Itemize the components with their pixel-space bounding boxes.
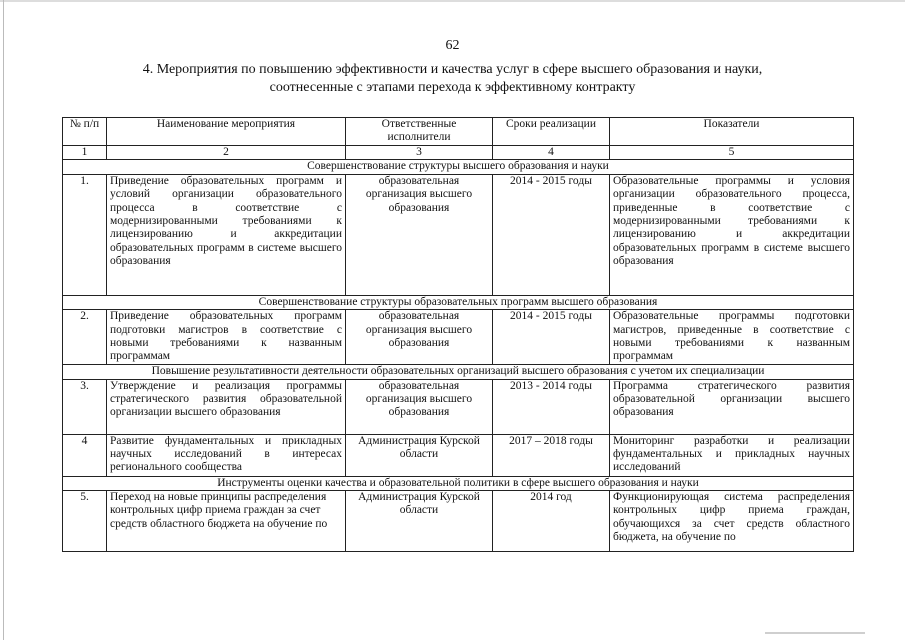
header-no: № п/п: [63, 118, 107, 146]
row-indicators: Функционирующая система распределения контрольных цифр приема граждан, обучающихся за счет средств областного бюджета, на обучение по: [610, 491, 854, 552]
table-row: [63, 434, 854, 476]
document-heading: [60, 61, 845, 97]
row-number: 5.: [63, 491, 107, 552]
table-row: [63, 379, 854, 434]
row-responsible: образовательная организация высшего образования: [346, 379, 493, 434]
table-row: [63, 174, 854, 295]
section-title: Инструменты оценки качества и образовательной политики в сфере высшего образования и науки: [63, 476, 854, 490]
section-title: Совершенствование структуры образовательных программ высшего образования: [63, 295, 854, 309]
row-responsible: образовательная организация высшего образования: [346, 174, 493, 295]
scan-left-edge: [3, 0, 4, 640]
row-indicators: Программа стратегического развития образовательной организации высшего образования: [610, 379, 854, 434]
header-name: Наименование мероприятия: [107, 118, 346, 146]
column-number: 4: [493, 146, 610, 160]
row-terms: 2014 - 2015 годы: [493, 174, 610, 295]
scan-top-edge: [0, 0, 905, 2]
column-number: 1: [63, 146, 107, 160]
heading-line-2: соотнесенные с этапами перехода к эффективному контракту: [269, 80, 636, 95]
column-number: 2: [107, 146, 346, 160]
section-row: [63, 365, 854, 379]
header-indicators: Показатели: [610, 118, 854, 146]
section-row: [63, 160, 854, 174]
section-title: Повышение результативности деятельности образовательных организаций высшего образования с учетом их специализации: [63, 365, 854, 379]
row-number: 2.: [63, 310, 107, 365]
measures-table: [62, 117, 854, 552]
row-indicators: Образовательные программы и условия организации образовательного процесса, приведенные в соответствие с модернизированными требованиями к лицензированию и аккредитации образовательных программ в системе высшего образования: [610, 174, 854, 295]
row-measure-name: Развитие фундаментальных и прикладных научных исследований в интересах регионального сообщества: [107, 434, 346, 476]
column-number: 3: [346, 146, 493, 160]
row-responsible: Администрация Курской области: [346, 434, 493, 476]
page-number: 62: [445, 38, 460, 53]
header-responsible: Ответственные исполнители: [346, 118, 493, 146]
scan-artifact: [765, 632, 865, 634]
column-numbers-row: [63, 146, 854, 160]
table-header-row: [63, 118, 854, 146]
row-terms: 2013 - 2014 годы: [493, 379, 610, 434]
header-terms: Сроки реализации: [493, 118, 610, 146]
row-responsible: образовательная организация высшего образования: [346, 310, 493, 365]
row-measure-name: Приведение образовательных программ и условий организации образовательного процесса в соответствие с модернизированными требованиями к лицензированию и аккредитации образовательных программ в системе высшего образования: [107, 174, 346, 295]
row-indicators: Мониторинг разработки и реализации фундаментальных и прикладных научных исследований: [610, 434, 854, 476]
row-terms: 2017 – 2018 годы: [493, 434, 610, 476]
row-terms: 2014 - 2015 годы: [493, 310, 610, 365]
heading-line-1: 4. Мероприятия по повышению эффективности и качества услуг в сфере высшего образования и науки,: [142, 62, 763, 77]
row-number: 1.: [63, 174, 107, 295]
row-terms: 2014 год: [493, 491, 610, 552]
row-measure-name: Приведение образовательных программ подготовки магистров в соответствие с новыми требованиями к названным программам: [107, 310, 346, 365]
row-measure-name: Переход на новые принципы распределения контрольных цифр приема граждан за счет средств областного бюджета на обучение по: [107, 491, 346, 552]
column-number: 5: [610, 146, 854, 160]
table-row: [63, 310, 854, 365]
section-row: [63, 476, 854, 490]
section-row: [63, 295, 854, 309]
row-indicators: Образовательные программы подготовки магистров, приведенные в соответствие с новыми требованиями к названным программам: [610, 310, 854, 365]
row-measure-name: Утверждение и реализация программы стратегического развития образовательной организации высшего образования: [107, 379, 346, 434]
section-title: Совершенствование структуры высшего образования и науки: [63, 160, 854, 174]
row-number: 3.: [63, 379, 107, 434]
row-number: 4: [63, 434, 107, 476]
table-row: [63, 491, 854, 552]
row-responsible: Администрация Курской области: [346, 491, 493, 552]
